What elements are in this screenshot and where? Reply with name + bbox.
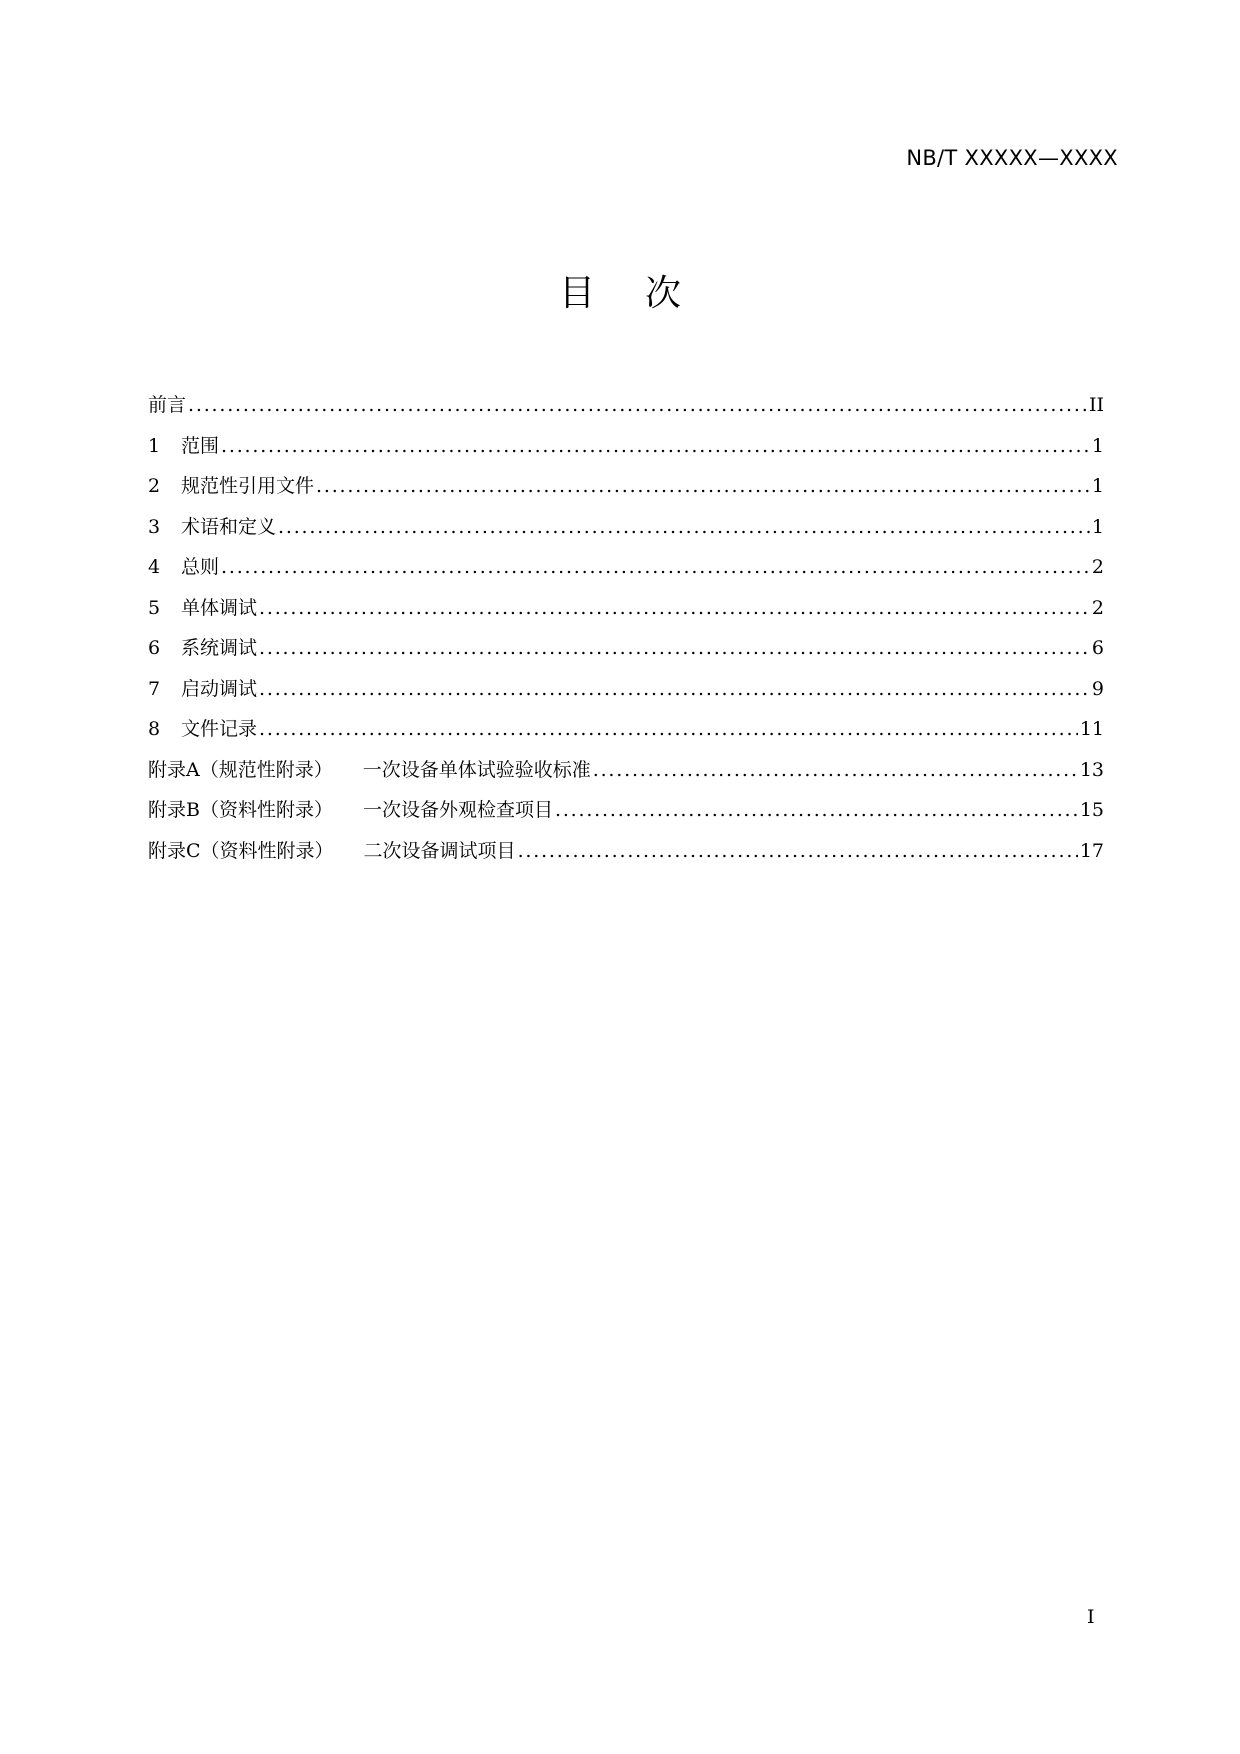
toc-dot-leader [259,597,1090,619]
toc-entry-appendix-b[interactable] [148,795,1104,836]
page-number: I [1087,1606,1095,1628]
toc-page-number: 2 [1091,596,1104,619]
toc-page-number: 9 [1091,677,1104,700]
toc-appendix-label: 附录C（资料性附录） [148,839,334,862]
toc-dot-leader [259,678,1090,700]
toc-page-number: 13 [1079,758,1104,781]
toc-entry-unit-commissioning[interactable] [148,593,1104,634]
toc-page-number: 1 [1091,434,1104,457]
toc-dot-leader [221,435,1090,457]
toc-page-number: 11 [1079,718,1104,740]
toc-entry-scope[interactable] [148,431,1104,472]
toc-page-number: II [1088,394,1104,416]
toc-entry-appendix-c[interactable] [148,836,1104,877]
toc-entry-number: 3 [148,515,161,538]
toc-page-number: 17 [1079,839,1104,862]
toc-entry-number: 5 [148,596,161,619]
toc-entry-document-records[interactable] [148,714,1104,755]
toc-entry-title: 前言 [148,394,187,416]
toc-entry-title: 范围 [181,434,220,457]
toc-entry-system-commissioning[interactable] [148,633,1104,674]
toc-page-number: 1 [1091,515,1104,538]
toc-entry-title: 单体调试 [181,596,258,619]
toc-dot-leader [316,475,1090,497]
toc-entry-startup-commissioning[interactable] [148,674,1104,715]
page-title: 目次 [558,273,731,314]
toc-entry-appendix-a[interactable] [148,755,1104,796]
toc-page-number: 6 [1091,637,1104,659]
toc-entry-title: 系统调试 [181,637,258,659]
toc-page-number: 15 [1079,799,1104,821]
toc-entry-general[interactable] [148,552,1104,593]
toc-dot-leader [278,516,1090,538]
toc-entry-number: 6 [148,637,161,659]
toc-entry-title: 一次设备单体试验验收标准 [362,758,591,781]
toc-entry-normative-references[interactable] [148,471,1104,512]
table-of-contents [148,390,1104,876]
toc-entry-number: 1 [148,434,161,457]
toc-entry-title: 规范性引用文件 [181,475,315,497]
toc-page-number: 2 [1091,556,1104,578]
toc-dot-leader [221,556,1090,578]
toc-entry-title: 二次设备调试项目 [363,839,516,862]
toc-entry-number: 4 [148,556,161,578]
toc-dot-leader [259,718,1078,740]
toc-entry-number: 2 [148,475,161,497]
toc-appendix-label: 附录A（规范性附录） [148,758,333,781]
toc-dot-leader [555,799,1078,821]
toc-dot-leader [188,394,1087,416]
toc-entry-title: 一次设备外观检查项目 [362,799,553,821]
toc-entry-number: 7 [148,677,161,700]
toc-entry-title: 术语和定义 [181,515,277,538]
toc-entry-number: 8 [148,718,161,740]
toc-entry-title: 总则 [181,556,220,578]
toc-dot-leader [593,759,1078,781]
toc-entry-title: 文件记录 [181,718,258,740]
toc-entry-terms-definitions[interactable] [148,512,1104,553]
toc-dot-leader [518,840,1078,862]
standard-code: NB/T XXXXX—XXXX [906,146,1118,170]
toc-page-number: 1 [1091,475,1104,497]
toc-appendix-label: 附录B（资料性附录） [148,799,333,821]
toc-entry-foreword[interactable] [148,390,1104,431]
toc-entry-title: 启动调试 [181,677,258,700]
toc-dot-leader [259,637,1090,659]
